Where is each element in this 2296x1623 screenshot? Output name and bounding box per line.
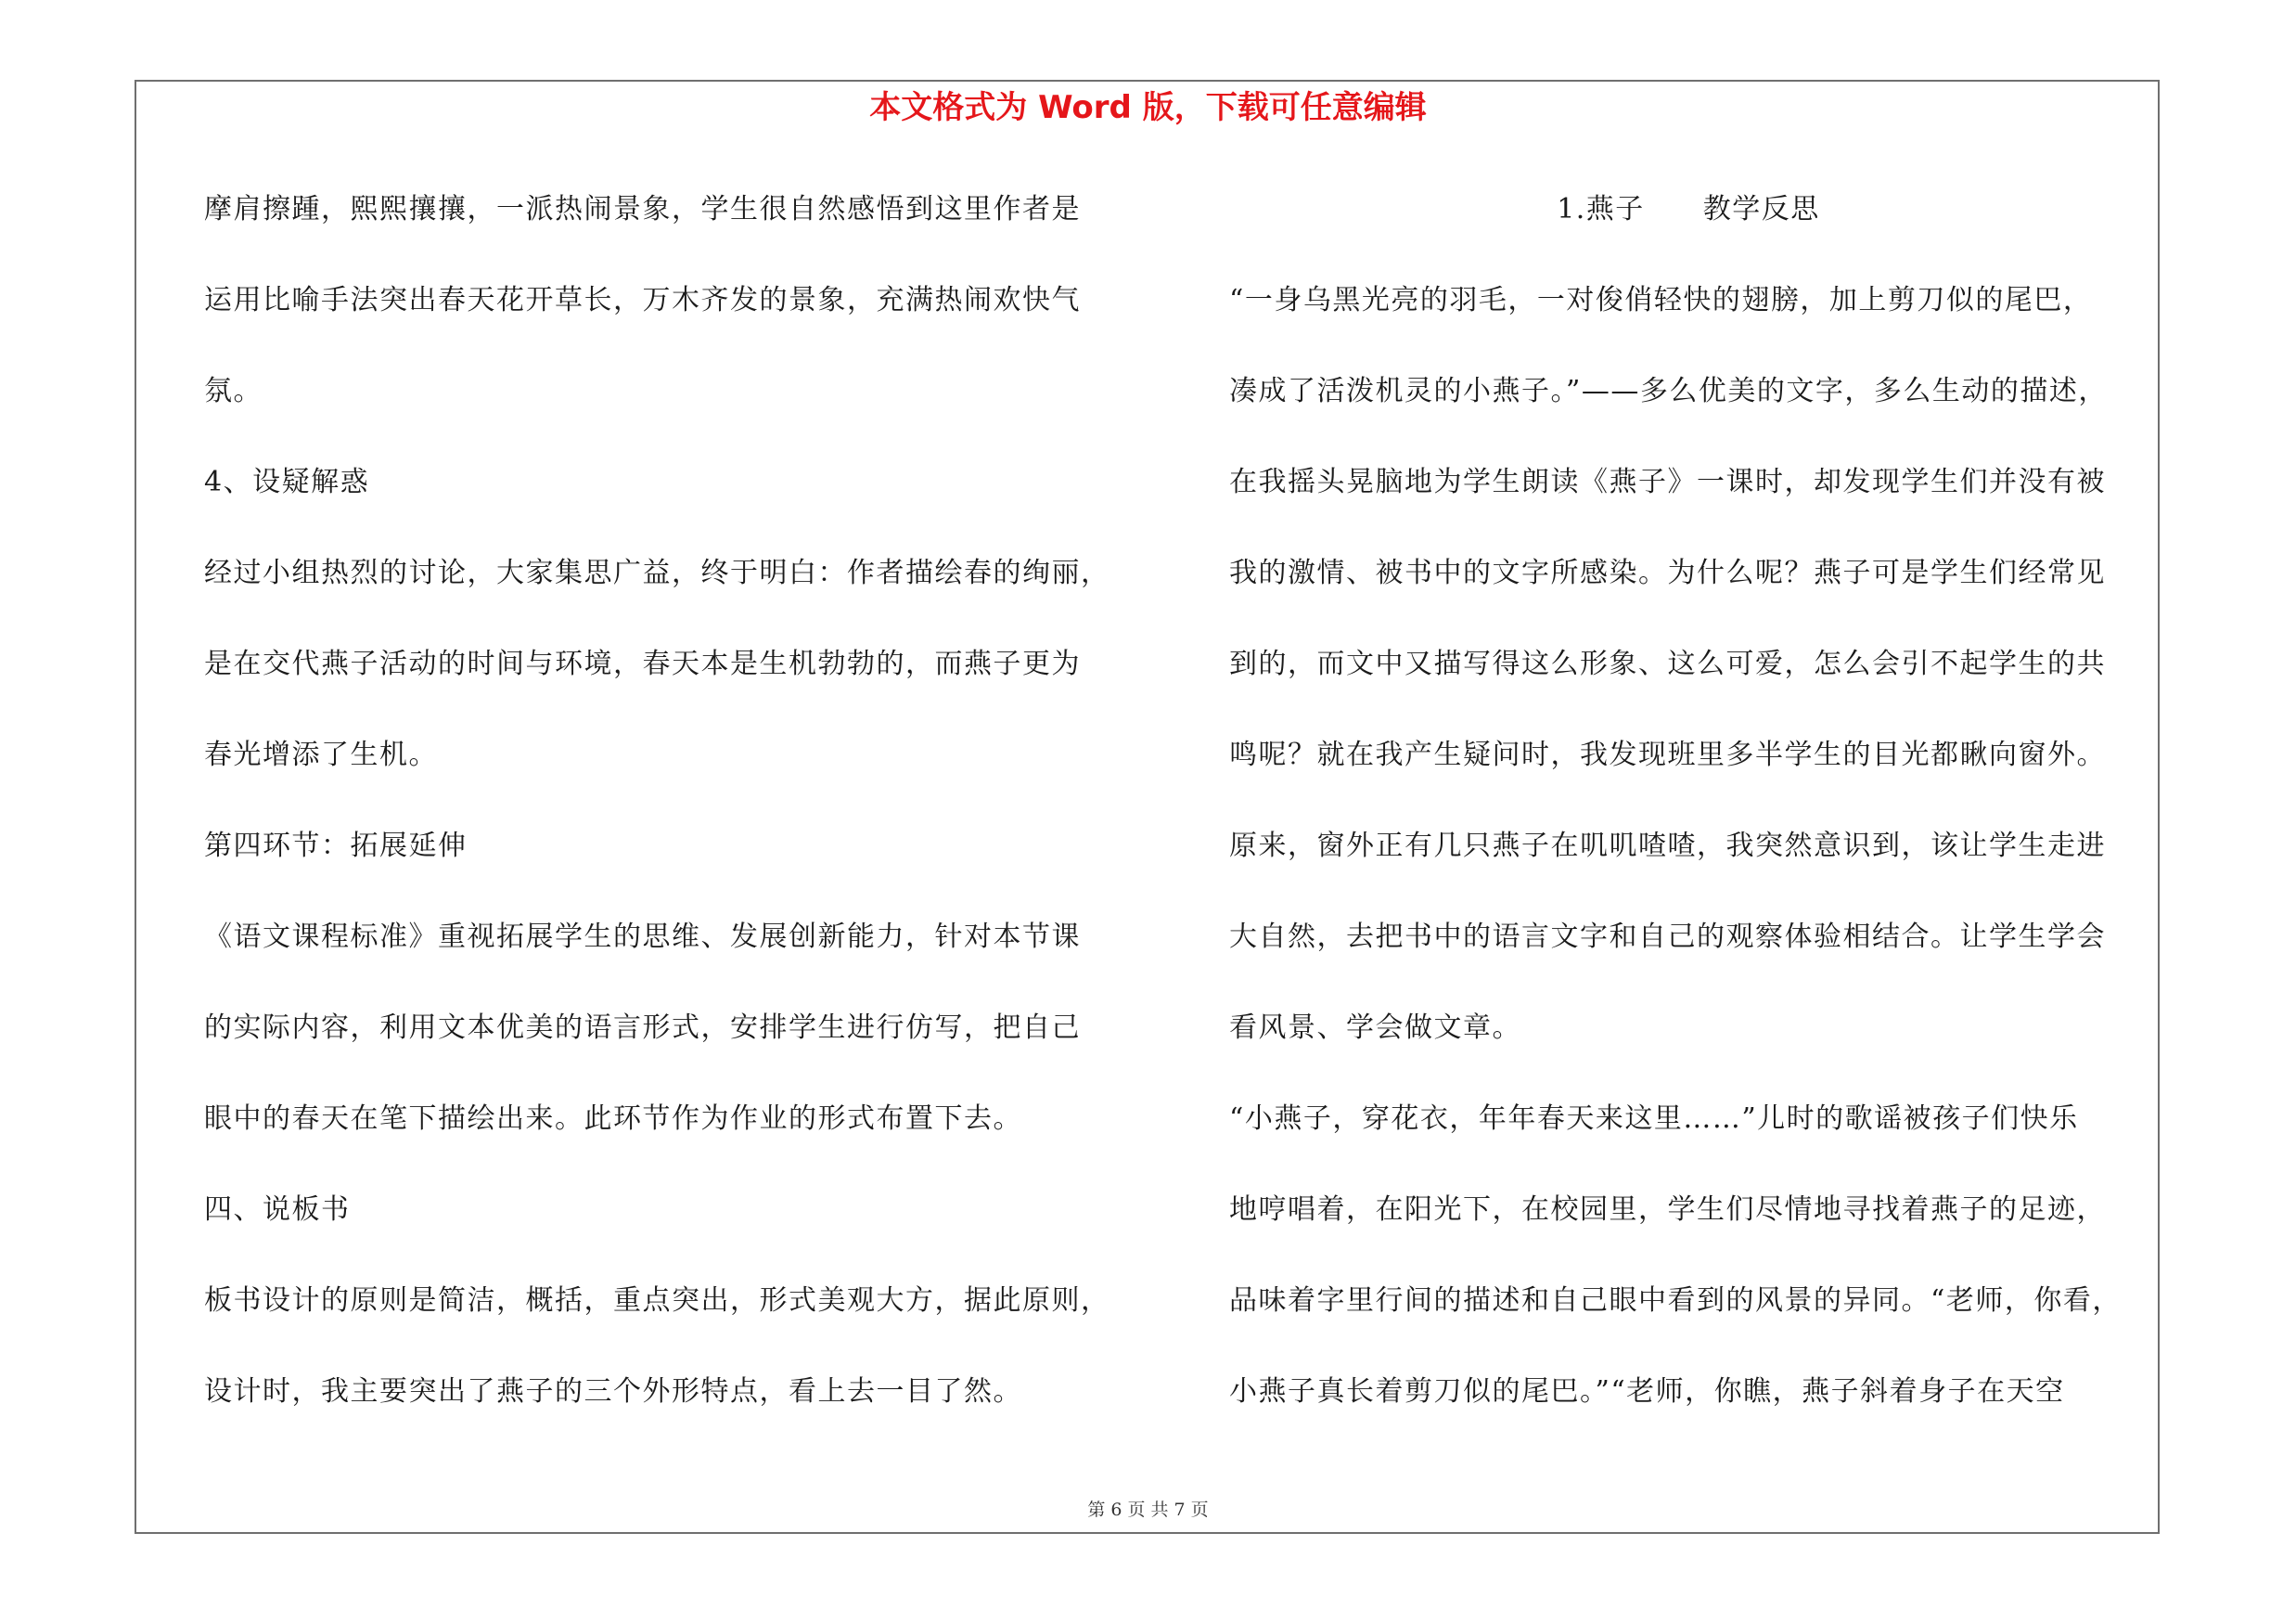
text-line: 板书设计的原则是简洁，概括，重点突出，形式美观大方，据此原则，: [204, 1284, 1110, 1317]
text-line: 到的，而文中又描写得这么形象、这么可爱，怎么会引不起学生的共: [1229, 648, 2106, 680]
text-line: 《语文课程标准》重视拓展学生的思维、发展创新能力，针对本节课: [204, 921, 1081, 953]
page-number-footer: 第 6 页 共 7 页: [1087, 1500, 1209, 1520]
section-heading: 4、设疑解惑: [204, 466, 370, 498]
text-line: “小燕子，穿花衣，年年春天来这里……”儿时的歌谣被孩子们快乐: [1229, 1102, 2079, 1135]
text-line: 摩肩擦踵，熙熙攘攘，一派热闹景象，学生很自然感悟到这里作者是: [204, 193, 1081, 225]
text-line: 地哼唱着，在阳光下，在校园里，学生们尽情地寻找着燕子的足迹，: [1229, 1193, 2106, 1226]
text-line: 设计时，我主要突出了燕子的三个外形特点，看上去一目了然。: [204, 1375, 1022, 1408]
text-line: 大自然，去把书中的语言文字和自己的观察体验相结合。让学生学会: [1229, 921, 2106, 953]
text-line: 凑成了活泼机灵的小燕子。”——多么优美的文字，多么生动的描述，: [1229, 375, 2108, 407]
text-line: 原来，窗外正有几只燕子在叽叽喳喳，我突然意识到，该让学生走进: [1229, 830, 2106, 862]
text-line: 品味着字里行间的描述和自己眼中看到的风景的异同。“老师，你看，: [1229, 1284, 2122, 1317]
reflection-title: 1.燕子 教学反思: [1557, 193, 1820, 225]
text-line: 看风景、学会做文章。: [1229, 1011, 1521, 1044]
text-line: “一身乌黑光亮的羽毛，一对俊俏轻快的翅膀，加上剪刀似的尾巴，: [1229, 284, 2093, 316]
text-line: 经过小组热烈的讨论，大家集思广益，终于明白：作者描绘春的绚丽，: [204, 557, 1110, 589]
text-line: 春光增添了生机。: [204, 739, 438, 771]
text-line: 鸣呢？就在我产生疑问时，我发现班里多半学生的目光都瞅向窗外。: [1229, 739, 2106, 771]
section-heading: 第四环节：拓展延伸: [204, 830, 468, 862]
section-heading: 四、说板书: [204, 1193, 351, 1226]
text-line: 的实际内容，利用文本优美的语言形式，安排学生进行仿写，把自己: [204, 1011, 1081, 1044]
text-line: 运用比喻手法突出春天花开草长，万木齐发的景象，充满热闹欢快气: [204, 284, 1081, 316]
text-line: 氛。: [204, 375, 263, 407]
document-header-notice: 本文格式为 Word 版，下载可任意编辑: [869, 89, 1427, 126]
left-text-column: [204, 182, 1141, 1455]
text-line: 小燕子真长着剪刀似的尾巴。”“老师，你瞧，燕子斜着身子在天空: [1229, 1375, 2065, 1408]
text-line: 在我摇头晃脑地为学生朗读《燕子》一课时，却发现学生们并没有被: [1229, 466, 2106, 498]
text-line: 我的激情、被书中的文字所感染。为什么呢？燕子可是学生们经常见: [1229, 557, 2106, 589]
text-line: 是在交代燕子活动的时间与环境，春天本是生机勃勃的，而燕子更为: [204, 648, 1081, 680]
text-line: 眼中的春天在笔下描绘出来。此环节作为作业的形式布置下去。: [204, 1102, 1022, 1135]
right-text-column: [1229, 182, 2148, 1455]
